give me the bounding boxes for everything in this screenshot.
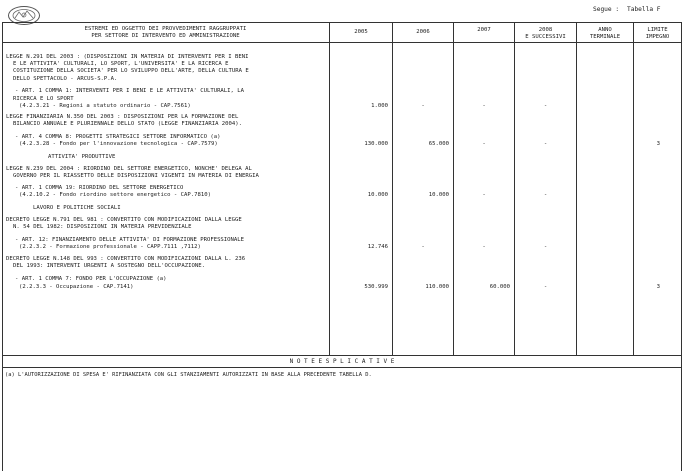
art1-2005: 1.000	[371, 103, 388, 109]
sector-heading: LAVORO E POLITICHE SOCIALI	[33, 205, 121, 211]
art4-2006: 65.000	[428, 141, 449, 147]
law-291-title: DELLO SPETTACOLO - ARCUS-S.P.A.	[13, 76, 118, 82]
col-description-header-2: PER SETTORE DI INTERVENTO ED AMMINISTRAZIONE	[91, 33, 240, 39]
notes-title: N O T E E S P L I C A T I V E	[289, 358, 395, 365]
law-148-title: DECRETO LEGGE N.148 DEL 993 : CONVERTITO CON MODIFICAZIONI DALLA L. 236	[6, 256, 246, 262]
law-148-title: DEL 1993: INTERVENTI URGENTI A SOSTEGNO DELL'OCCUPAZIONE.	[13, 263, 205, 269]
col-2007-header: 2007	[477, 27, 491, 33]
art1-text: RICERCA E LO SPORT	[13, 96, 74, 102]
art1c-2008: -	[543, 284, 548, 290]
col-divider	[453, 22, 454, 355]
col-divider	[633, 22, 634, 355]
law-239-title: GOVERNO PER IL RIASSETTO DELLE DISPOSIZIONI VIGENTI IN MATERIA DI ENERGIA	[13, 173, 259, 179]
col-2008-header-2: E SUCCESSIVI	[525, 34, 566, 40]
law-791-title: DECRETO LEGGE N.791 DEL 981 : CONVERTITO CON MODIFICAZIONI DALLA LEGGE	[6, 217, 242, 223]
art1b-text: (4.2.10.2 - Fondo riordino settore energetico - CAP.7810)	[19, 192, 211, 198]
law-239-title: LEGGE N.239 DEL 2004 : RIORDINO DEL SETTORE ENERGETICO, NONCHE' DELEGA AL	[6, 166, 252, 172]
art1-2007: -	[482, 103, 486, 109]
law-291-title: COSTITUZIONE DELLA SOCIETA' PER LO SVILUPPO DELL'ARTE, DELLA CULTURA E	[13, 68, 249, 74]
art1c-text: (2.2.3.3 - Occupazione - CAP.7141)	[19, 284, 134, 290]
art12-2006: -	[421, 244, 425, 250]
art1-2008: -	[543, 103, 548, 109]
art1c-2006: 110.000	[425, 284, 449, 290]
col-divider	[329, 22, 330, 355]
art1-2006: -	[421, 103, 425, 109]
col-2005-header: 2005	[354, 29, 368, 35]
art1c-2005: 530.999	[364, 284, 388, 290]
col-limit-header-2: IMPEGNO	[645, 34, 670, 40]
col-divider	[514, 22, 515, 355]
art4-text: - ART. 4 COMMA 8: PROGETTI STRATEGICI SETTORE INFORMATICO (a)	[15, 134, 221, 140]
header-bottom-border	[2, 42, 682, 43]
art1b-text: - ART. 1 COMMA 19: RIORDINO DEL SETTORE ENERGETICO	[15, 185, 184, 191]
art1b-2008: -	[543, 192, 548, 198]
art1c-limit: 3	[656, 284, 660, 290]
col-divider	[392, 22, 393, 355]
art12-2008: -	[543, 244, 548, 250]
art1b-2005: 10.000	[367, 192, 388, 198]
art1c-text: - ART. 1 COMMA 7: FONDO PER L'OCCUPAZIONE (a)	[15, 276, 167, 282]
sector-heading: ATTIVITA' PRODUTTIVE	[48, 154, 116, 160]
col-2006-header: 2006	[416, 29, 430, 35]
law-291-title: E LE ATTIVITA' CULTURALI, LO SPORT, L'UNIVERSITA' E LA RICERCA E	[13, 61, 229, 67]
art12-2007: -	[482, 244, 486, 250]
art4-limit: 3	[656, 141, 660, 147]
art4-2007: -	[482, 141, 486, 147]
art12-text: - ART. 12: FINANZIAMENTO DELLE ATTIVITA' DI FORMAZIONE PROFESSIONALE	[15, 237, 245, 243]
art4-2008: -	[543, 141, 548, 147]
notes-text: (a) L'AUTORIZZAZIONE DI SPESA E' RIFINANZIATA CON GLI STANZIAMENTI AUTORIZZATI IN BASE ALLA PRECEDENTE TABELLA D.	[5, 372, 372, 378]
art1b-2007: -	[482, 192, 486, 198]
table-top-border	[2, 22, 682, 23]
col-description-header-1: ESTREMI ED OGGETTO DEI PROVVEDIMENTI RAGGRUPPATI	[84, 26, 247, 32]
col-final-year-header-2: TERMINALE	[589, 34, 621, 40]
art12-text: (2.2.3.2 - Formazione professionale - CAPP.7111 ,7112)	[19, 244, 201, 250]
art4-text: (4.2.3.28 - Fondo per l'innovazione tecnologica - CAP.7579)	[19, 141, 218, 147]
art1-text: - ART. 1 COMMA 1: INTERVENTI PER I BENI E LE ATTIVITA' CULTURALI, LA	[15, 88, 245, 94]
art1-text: (4.2.3.21 - Regioni a statuto ordinario - CAP.7561)	[19, 103, 191, 109]
art1b-2006: 10.000	[428, 192, 449, 198]
art4-2005: 130.000	[364, 141, 388, 147]
art1c-2007: 60.000	[489, 284, 510, 290]
notes-title-border	[2, 367, 682, 368]
table-bottom-border	[2, 355, 682, 356]
col-limit-header-1: LIMITE	[647, 27, 668, 33]
law-291-title: LEGGE N.291 DEL 2003 : (DISPOSIZIONI IN MATERIA DI INTERVENTI PER I BENI	[6, 54, 249, 60]
col-final-year-header-1: ANNO	[598, 27, 612, 33]
table-right-border	[681, 22, 682, 471]
table-label: Tabella F	[627, 6, 661, 13]
law-350-title: BILANCIO ANNUALE E PLURIENNALE DELLO STATO (LEGGE FINANZIARIA 2004).	[13, 121, 243, 127]
col-divider	[576, 22, 577, 355]
art12-2005: 12.746	[367, 244, 388, 250]
segue-label: Segue :	[593, 6, 620, 13]
col-2008-header-1: 2008	[538, 27, 553, 33]
law-791-title: N. 54 DEL 1982: DISPOSIZIONI IN MATERIA PREVIDENZIALE	[13, 224, 192, 230]
table-left-border	[2, 22, 3, 471]
law-350-title: LEGGE FINANZIARIA N.350 DEL 2003 : DISPOSIZIONI PER LA FORMAZIONE DEL	[6, 114, 239, 120]
